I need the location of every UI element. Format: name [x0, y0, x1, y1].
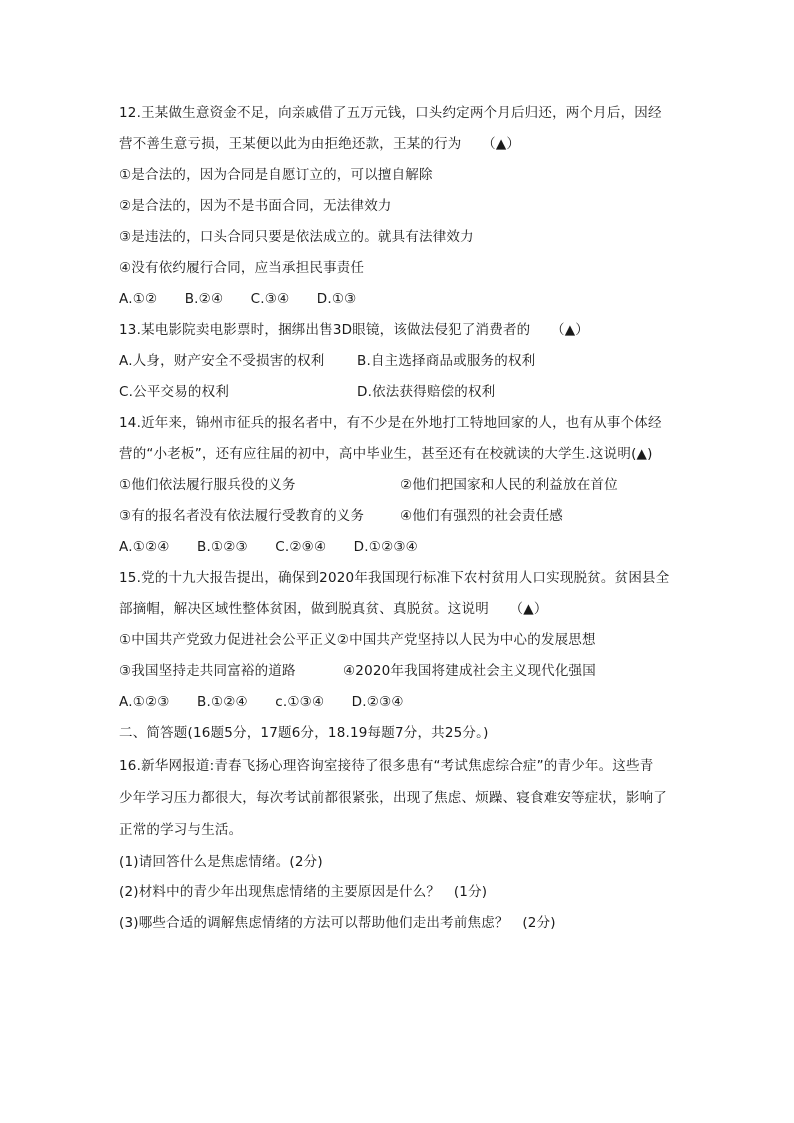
q12-option-2: ②是合法的，因为不是书面合同，无法律效力 — [119, 198, 392, 214]
q15-options-row1: ①中国共产党致力促进社会公平正义②中国共产党坚持以人民为中心的发展思想 — [119, 632, 596, 648]
q16-stem-line2: 少年学习压力都很大，每次考试前都很紧张，出现了焦虑、烦躁、寝食难安等症状，影响了 — [119, 790, 667, 806]
q14-options-row2 — [119, 507, 563, 525]
q16-subquestion-2: (2)材料中的青少年出现焦虑情绪的主要原因是什么？ (1分) — [119, 884, 488, 900]
q14-stem-line1: 14.近年来，锦州市征兵的报名者中，有不少是在外地打工特地回家的人，也有从事个体经 — [119, 415, 662, 431]
q13-option-a: A.人身，财产安全不受损害的权利 — [119, 353, 325, 369]
q15-option-3: ③我国坚持走共同富裕的道路 — [119, 663, 296, 679]
q15-choices: A.①②③ B.①②④ c.①③④ D.②③④ — [119, 694, 404, 710]
q15-stem-line1: 15.党的十九大报告提出，确保到2020年我国现行标准下农村贫用人口实现脱贫。贫困县全 — [119, 570, 670, 586]
q15-option-4: ④2020年我国将建成社会主义现代化强国 — [343, 663, 596, 679]
q12-stem-line1: 12.王某做生意资金不足，向亲戚借了五万元钱，口头约定两个月后归还，两个月后，因经 — [119, 105, 662, 121]
section-heading: 二、简答题(16题5分，17题6分，18.19每题7分，共25分。) — [119, 725, 489, 741]
q13-option-b: B.自主选择商品或服务的权利 — [357, 353, 536, 369]
q16-stem-line1: 16.新华网报道:青春飞扬心理咨询室接待了很多患有“考试焦虑综合症”的青少年。这些青 — [119, 758, 654, 774]
q13-option-c: C.公平交易的权利 — [119, 384, 230, 400]
q14-option-1: ①他们依法履行服兵役的义务 — [119, 477, 296, 493]
q15-options-row2 — [119, 662, 596, 680]
q13-options-row2 — [119, 383, 495, 401]
q13-stem: 13.某电影院卖电影票时，捆绑出售3D眼镜，该做法侵犯了消费者的 （▲） — [119, 322, 589, 338]
q14-option-2: ②他们把国家和人民的利益放在首位 — [400, 477, 618, 493]
q16-subquestion-3: (3)哪些合适的调解焦虑情绪的方法可以帮助他们走出考前焦虑？ (2分) — [119, 915, 556, 931]
q14-options-row1 — [119, 476, 618, 494]
q13-options-row1 — [119, 352, 535, 370]
q12-choices: A.①② B.②④ C.③④ D.①③ — [119, 291, 357, 307]
q12-option-1: ①是合法的，因为合同是自愿订立的，可以擅自解除 — [119, 167, 433, 183]
q14-option-4: ④他们有强烈的社会责任感 — [400, 508, 564, 524]
q13-option-d: D.依法获得赔偿的权利 — [357, 384, 496, 400]
q16-stem-line3: 正常的学习与生活。 — [119, 822, 243, 838]
q12-stem-line2: 营不善生意亏损，王某便以此为由拒绝还款，王某的行为 （▲） — [119, 136, 521, 152]
q12-option-4: ④没有依约履行合同，应当承担民事责任 — [119, 260, 365, 276]
q14-choices: A.①②④ B.①②③ C.②⑨④ D.①②③④ — [119, 539, 418, 555]
q14-stem-line2: 营的“小老板”，还有应往届的初中，高中毕业生，甚至还有在校就读的大学生.这说明(▲) — [119, 446, 653, 462]
q16-subquestion-1: (1)请回答什么是焦虑情绪。(2分) — [119, 854, 323, 870]
q15-stem-line2: 部摘帽，解决区域性整体贫困，做到脱真贫、真脱贫。这说明 （▲） — [119, 601, 548, 617]
q12-option-3: ③是违法的，口头合同只要是依法成立的。就具有法律效力 — [119, 229, 474, 245]
q14-option-3: ③有的报名者没有依法履行受教育的义务 — [119, 508, 365, 524]
